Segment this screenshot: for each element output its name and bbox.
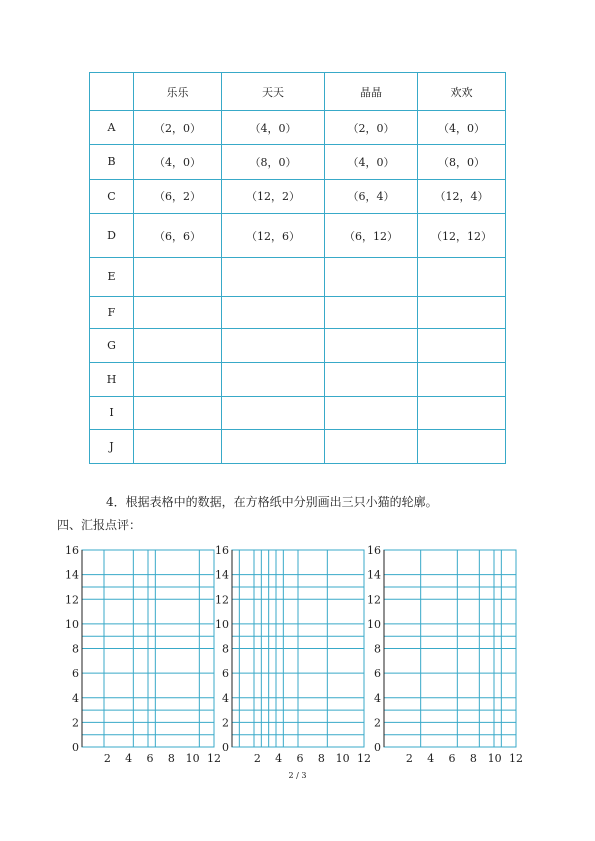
table-row <box>90 179 506 213</box>
table-cell: （4，0） <box>325 145 418 179</box>
row-label: J <box>90 429 134 463</box>
x-tick-label: 10 <box>335 752 350 765</box>
y-tick-label: 6 <box>222 667 229 681</box>
row-label: C <box>90 179 134 213</box>
y-tick-label: 14 <box>215 568 229 582</box>
y-tick-label: 12 <box>367 593 381 607</box>
table-cell <box>418 397 506 429</box>
table-cell: （8，0） <box>418 145 506 179</box>
x-tick-label: 8 <box>469 752 477 765</box>
y-tick-label: 8 <box>222 642 229 656</box>
table-cell <box>325 429 418 463</box>
y-tick-label: 16 <box>65 544 79 557</box>
y-tick-label: 14 <box>367 568 381 582</box>
graph-paper-3 <box>366 546 522 768</box>
x-tick-label: 2 <box>405 752 413 765</box>
y-tick-label: 4 <box>72 691 79 705</box>
table-cell <box>134 363 222 397</box>
y-tick-label: 4 <box>222 691 229 705</box>
y-tick-label: 16 <box>367 544 381 557</box>
table-cell <box>325 296 418 328</box>
graph-paper-2 <box>214 546 370 768</box>
table-cell <box>222 429 325 463</box>
table-row <box>90 328 506 362</box>
instruction-text: 4．根据表格中的数据，在方格纸中分别画出三只小猫的轮廓。 <box>106 495 438 509</box>
x-tick-label: 6 <box>146 752 154 765</box>
row-label: H <box>90 363 134 397</box>
table-cell <box>325 363 418 397</box>
table-row <box>90 111 506 145</box>
table-cell <box>418 363 506 397</box>
table-cell <box>134 429 222 463</box>
y-tick-label: 2 <box>374 716 381 730</box>
x-tick-label: 12 <box>207 752 221 765</box>
table-header-row <box>90 73 506 111</box>
table-header-cell: 天天 <box>222 73 325 111</box>
x-tick-label: 8 <box>317 752 325 765</box>
y-tick-label: 14 <box>65 568 79 582</box>
x-tick-label: 12 <box>509 752 523 765</box>
table-row <box>90 397 506 429</box>
table-cell: （6，6） <box>134 213 222 257</box>
row-label: A <box>90 111 134 145</box>
table-header-cell <box>90 73 134 111</box>
table-cell <box>134 397 222 429</box>
graph-paper-svg <box>366 546 522 768</box>
table-cell <box>134 296 222 328</box>
x-tick-label: 2 <box>253 752 261 765</box>
table-cell <box>222 397 325 429</box>
table-cell: （2，0） <box>134 111 222 145</box>
table-cell <box>418 429 506 463</box>
table-row <box>90 296 506 328</box>
y-tick-label: 0 <box>374 741 381 754</box>
table-cell: （12，12） <box>418 213 506 257</box>
table-cell <box>222 296 325 328</box>
table-cell: （4，0） <box>418 111 506 145</box>
table-cell <box>325 397 418 429</box>
x-tick-label: 12 <box>357 752 371 765</box>
y-tick-label: 8 <box>72 642 79 656</box>
x-tick-label: 6 <box>296 752 304 765</box>
y-tick-label: 4 <box>374 691 381 705</box>
table-cell: （4，0） <box>222 111 325 145</box>
y-tick-label: 12 <box>215 593 229 607</box>
y-tick-label: 0 <box>72 741 79 754</box>
table-cell: （4，0） <box>134 145 222 179</box>
y-tick-label: 6 <box>72 667 79 681</box>
table-cell: （6，12） <box>325 213 418 257</box>
table-header-cell: 乐乐 <box>134 73 222 111</box>
table-cell <box>418 328 506 362</box>
y-tick-label: 12 <box>65 593 79 607</box>
table-row <box>90 258 506 296</box>
page-number: 2 / 3 <box>288 771 307 780</box>
graph-paper-1 <box>64 546 220 768</box>
y-tick-label: 8 <box>374 642 381 656</box>
table-header-cell: 晶晶 <box>325 73 418 111</box>
table-row <box>90 213 506 257</box>
x-tick-label: 10 <box>487 752 502 765</box>
table-cell: （12，6） <box>222 213 325 257</box>
y-tick-label: 10 <box>367 617 381 631</box>
table-cell <box>222 328 325 362</box>
table-header-cell: 欢欢 <box>418 73 506 111</box>
graph-paper-svg <box>214 546 370 768</box>
row-label: I <box>90 397 134 429</box>
table-row <box>90 363 506 397</box>
coordinates-table <box>89 72 506 464</box>
y-tick-label: 2 <box>72 716 79 730</box>
row-label: E <box>90 258 134 296</box>
table-cell: （12，2） <box>222 179 325 213</box>
table-cell <box>325 258 418 296</box>
row-label: G <box>90 328 134 362</box>
y-tick-label: 2 <box>222 716 229 730</box>
x-tick-label: 4 <box>125 752 133 765</box>
table-cell <box>222 363 325 397</box>
section-heading: 四、汇报点评： <box>57 518 142 532</box>
table-cell <box>325 328 418 362</box>
x-tick-label: 4 <box>427 752 435 765</box>
table-row <box>90 429 506 463</box>
y-tick-label: 10 <box>215 617 229 631</box>
table-cell <box>134 328 222 362</box>
y-tick-label: 0 <box>222 741 229 754</box>
table-row <box>90 145 506 179</box>
row-label: F <box>90 296 134 328</box>
y-tick-label: 6 <box>374 667 381 681</box>
x-tick-label: 10 <box>185 752 200 765</box>
table-cell: （12，4） <box>418 179 506 213</box>
table-cell: （6，4） <box>325 179 418 213</box>
x-tick-label: 2 <box>103 752 111 765</box>
table-cell: （6，2） <box>134 179 222 213</box>
row-label: B <box>90 145 134 179</box>
y-tick-label: 16 <box>215 544 229 557</box>
row-label: D <box>90 213 134 257</box>
table-cell <box>418 258 506 296</box>
x-tick-label: 4 <box>275 752 283 765</box>
table-cell <box>418 296 506 328</box>
table-cell: （2，0） <box>325 111 418 145</box>
table-cell: （8，0） <box>222 145 325 179</box>
graph-paper-svg <box>64 546 220 768</box>
x-tick-label: 8 <box>167 752 175 765</box>
x-tick-label: 6 <box>448 752 456 765</box>
table-cell <box>222 258 325 296</box>
table-cell <box>134 258 222 296</box>
y-tick-label: 10 <box>65 617 79 631</box>
